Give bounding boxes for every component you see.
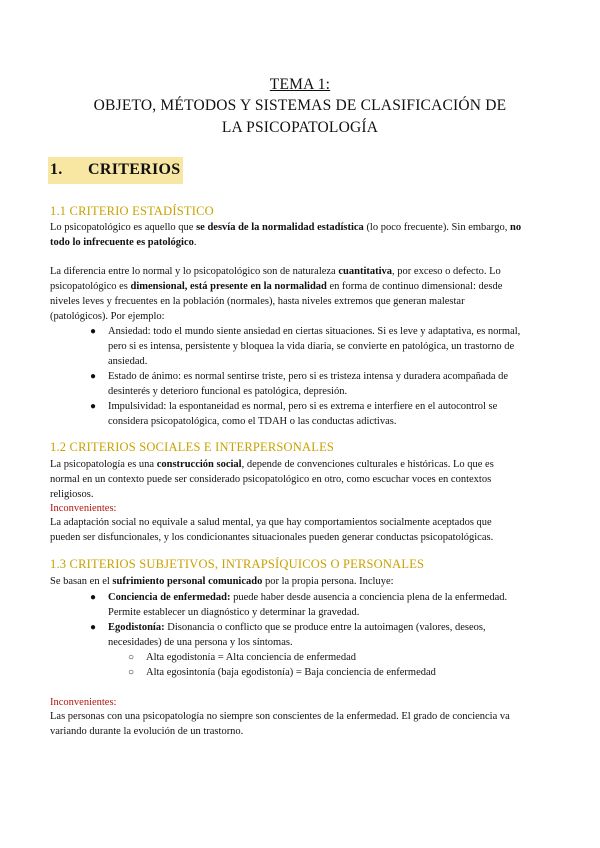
- title-line-3: LA PSICOPATOLOGÍA: [221, 119, 379, 136]
- heading-1-1: 1.1 CRITERIO ESTADÍSTICO: [50, 204, 214, 218]
- bullet-icon: ●: [90, 326, 97, 337]
- heading-1-3: 1.3 CRITERIOS SUBJETIVOS, INTRAPSÍQUICOS O PERSONALES: [50, 557, 425, 571]
- bullet-icon: ●: [90, 371, 97, 382]
- paragraph-1-1-a: Lo psicopatológico es aquello que se desvía de la normalidad estadística (lo poco frecuente). Sin embargo, no todo lo infrecuente es patológico.: [50, 222, 522, 248]
- sub-list-item: Alta egosintonía (baja egodistonía) = Baja conciencia de enfermedad: [146, 667, 436, 678]
- bullet-icon: ●: [90, 622, 97, 633]
- section-heading: 1. CRITERIOS: [50, 161, 181, 178]
- paragraph-1-3-b: Las personas con una psicopatología no siempre son conscientes de la enfermedad. El grado de conciencia va variando durante la evolución de un trastorno.: [50, 711, 510, 737]
- heading-1-2: 1.2 CRITERIOS SOCIALES E INTERPERSONALES: [50, 440, 335, 454]
- title-line-1: TEMA 1:: [269, 76, 331, 93]
- paragraph-1-2-b: La adaptación social no equivale a salud mental, ya que hay comportamientos socialmente aceptados que pueden ser disfuncionales, y los condicionantes situacionales pueden generar conductas psicopatológicas.: [50, 517, 494, 543]
- inconvenientes-label: Inconvenientes:: [50, 697, 117, 708]
- sub-list-item: Alta egodistonía = Alta conciencia de enfermedad: [146, 652, 357, 663]
- bullet-icon: ●: [90, 401, 97, 412]
- title-line-2: OBJETO, MÉTODOS Y SISTEMAS DE CLASIFICACIÓN DE: [93, 97, 507, 114]
- bullet-icon: ●: [90, 592, 97, 603]
- sub-bullet-icon: ○: [128, 652, 135, 663]
- paragraph-1-1-b: La diferencia entre lo normal y lo psicopatológico son de naturaleza cuantitativa, por exceso o defecto. Lo psicopatológico es dimensional, está presente en la normalidad en forma de continuo dimensional: desde niveles leves y frecuentes en la población (normales), hasta niveles extremos que generan malestar (patológicos). Por ejemplo:: [50, 266, 503, 322]
- paragraph-1-2-a: La psicopatología es una construcción social, depende de convenciones culturales e históricas. Lo que es normal en un contexto puede ser considerado psicopatológico en otro, como escuchar voces en contextos religiosos.: [50, 459, 494, 500]
- list-item: Impulsividad: la espontaneidad es normal, pero si es extrema e interfiere en el autocontrol se considera psicopatológica, como el TDAH o las conductas adictivas.: [108, 401, 498, 427]
- list-item: Estado de ánimo: es normal sentirse triste, pero si es tristeza intensa y duradera acompañada de desinterés y deterioro funcional es patológica, depresión.: [108, 371, 509, 397]
- list-item: Egodistonía: Disonancia o conflicto que se produce entre la autoimagen (valores, deseos, necesidades) de una persona y los síntomas.: [108, 622, 486, 648]
- list-item: Conciencia de enfermedad: puede haber desde ausencia a conciencia plena de la enfermedad. Permite establecer un diagnóstico y determinar la gravedad.: [108, 592, 508, 618]
- inconvenientes-label: Inconvenientes:: [50, 503, 117, 514]
- list-item: Ansiedad: todo el mundo siente ansiedad en ciertas situaciones. Si es leve y adaptativa, es normal, pero si es intensa, persistente y bloquea la vida diaria, se convierte en patológica, un trastorno de ansiedad.: [108, 326, 521, 367]
- sub-bullet-icon: ○: [128, 667, 135, 678]
- paragraph-1-3-a: Se basan en el sufrimiento personal comunicado por la propia persona. Incluye:: [50, 576, 394, 587]
